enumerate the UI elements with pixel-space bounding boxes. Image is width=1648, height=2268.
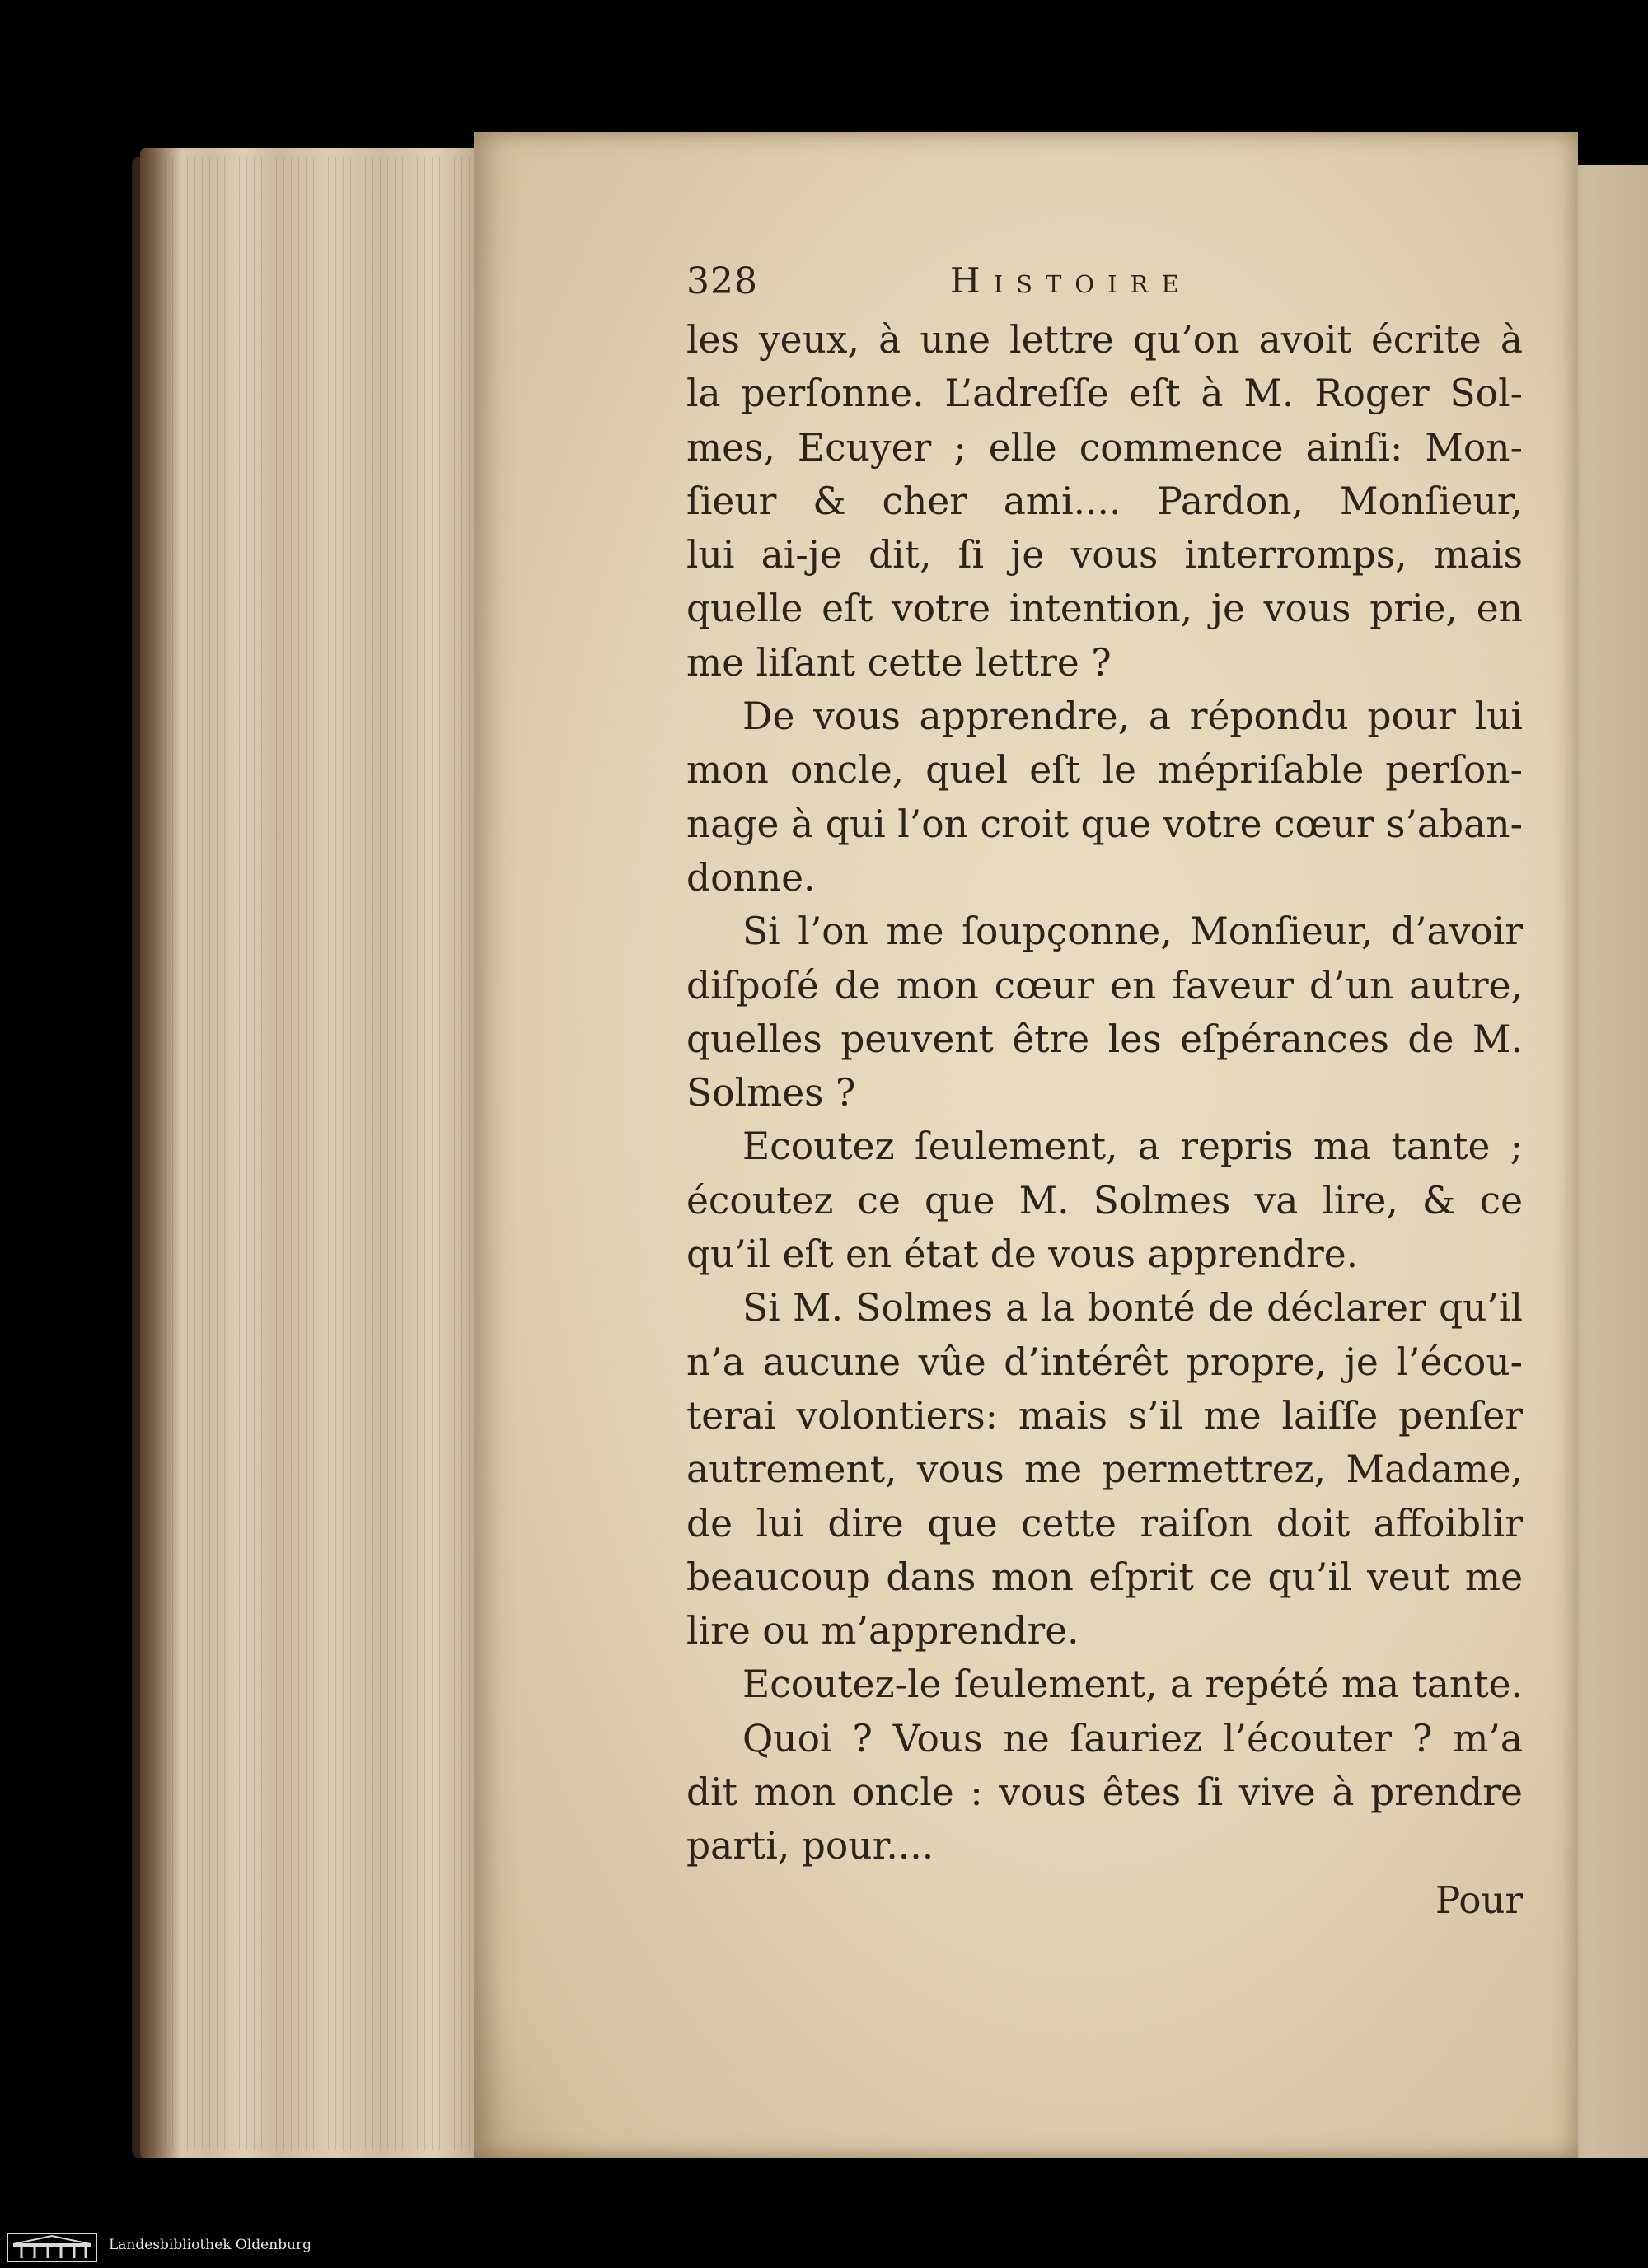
library-name: Landesbibliothek Oldenburg	[109, 2237, 312, 2253]
text-line: terai volontiers: mais s’il me laiſſe penſer	[686, 1393, 1523, 1438]
text-line: nage à qui l’on croit que votre cœur s’aban-	[686, 802, 1523, 846]
page-text-block	[686, 252, 1523, 1927]
page-number: 328	[686, 260, 758, 302]
text-line: De vous apprendre, a répondu pour lui	[742, 694, 1523, 739]
running-head-title: Histoire	[950, 260, 1192, 301]
text-line: donne.	[686, 855, 816, 900]
text-line: autrement, vous me permettrez, Madame,	[686, 1447, 1523, 1492]
text-line: ſieur & cher ami.... Pardon, Monſieur,	[686, 479, 1523, 523]
running-head	[686, 252, 1523, 310]
text-line: n’a aucune vûe d’intérêt propre, je l’écou-	[686, 1340, 1523, 1384]
body-text	[686, 313, 1523, 1927]
text-line: Ecoutez-le ſeulement, a repété ma tante.	[742, 1662, 1523, 1707]
text-line: les yeux, à une lettre qu’on avoit écrite à	[686, 318, 1523, 362]
text-line: Ecoutez ſeulement, a repris ma tante ;	[742, 1125, 1523, 1169]
text-line: lire ou m’apprendre.	[686, 1609, 1079, 1653]
text-line: quelle eſt votre intention, je vous prie, en	[686, 587, 1523, 631]
text-line: quelles peuvent être les eſpérances de M.	[686, 1017, 1523, 1061]
text-line: dit mon oncle : vous êtes ſi vive à prendre	[686, 1770, 1523, 1815]
text-line: mes, Ecuyer ; elle commence ainſi: Mon-	[686, 425, 1523, 470]
library-building-icon	[7, 2233, 97, 2262]
text-line: Solmes ?	[686, 1071, 856, 1115]
text-line: diſpoſé de mon cœur en faveur d’un autre,	[686, 963, 1523, 1008]
text-line: parti, pour....	[686, 1824, 934, 1868]
text-line: beaucoup dans mon eſprit ce qu’il veut me	[686, 1555, 1523, 1599]
text-line: la perſonne. L’adreſſe eſt à M. Roger Sol-	[686, 372, 1523, 416]
text-line: écoutez ce que M. Solmes va lire, & ce	[686, 1178, 1523, 1223]
text-line: mon oncle, quel eſt le mépriſable perſon-	[686, 748, 1523, 793]
page-stack-lines	[165, 157, 478, 2150]
text-line: qu’il eſt en état de vous apprendre.	[686, 1232, 1359, 1277]
text-line: Quoi ? Vous ne ſauriez l’écouter ? m’a	[742, 1716, 1523, 1761]
text-line: Si l’on me ſoupçonne, Monſieur, d’avoir	[742, 910, 1523, 954]
catchword: Pour	[1435, 1878, 1523, 1922]
text-line: Si M. Solmes a la bonté de déclarer qu’il	[742, 1286, 1523, 1330]
text-line: me liſant cette lettre ?	[686, 640, 1112, 685]
text-line: lui ai-je dit, ſi je vous interromps, mais	[686, 533, 1523, 578]
text-line: de lui dire que cette raiſon doit affoiblir	[686, 1501, 1523, 1546]
